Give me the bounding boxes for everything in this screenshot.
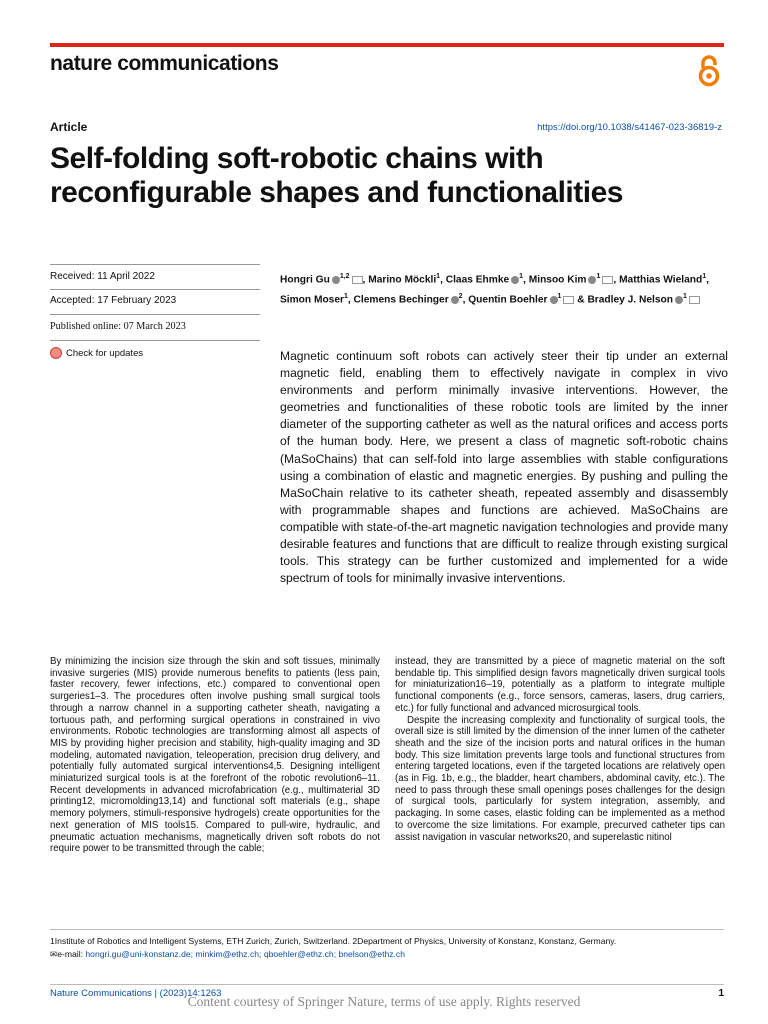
check-for-updates-button[interactable] — [50, 347, 143, 359]
author-name[interactable]: Quentin Boehler — [468, 294, 548, 306]
footnote — [50, 935, 730, 961]
author-name[interactable]: Marino Möckli — [368, 274, 437, 286]
email-icon[interactable] — [689, 296, 700, 304]
divider — [50, 289, 260, 290]
journal-name: nature communications — [50, 52, 279, 75]
affiliation-sup: 2 — [458, 293, 463, 301]
author-name[interactable]: Simon Moser — [280, 294, 344, 306]
page-number: 1 — [718, 988, 724, 999]
email-icon[interactable] — [352, 276, 363, 284]
affiliation-sup: 1 — [519, 273, 524, 280]
affiliation-sup: 1 — [557, 293, 562, 301]
author-list: Hongri Gu $^{1,2}$ , Marino Möckli$^1$, Claas Ehmke $^1$, Minsoo Kim $^1$ , Matthias Wieland$^1$, Simon Moser$^1$, Clemens Bechinger $^2$, Quentin Boehler $^1$ & Bradley J. Nelson $^1$ — [280, 273, 709, 306]
affiliation-sup: 1,2 — [339, 273, 350, 280]
body-column-left — [50, 656, 380, 855]
orcid-icon[interactable] — [550, 296, 558, 304]
orcid-icon[interactable] — [511, 276, 519, 284]
email-icon[interactable] — [602, 276, 613, 284]
open-access-icon — [697, 54, 721, 88]
body-paragraph: Despite the increasing complexity and functionality of surgical tools, the overall size is still limited by the dimension of the inner lumen of the catheter sheath and the size of the incision ports and natural orifices in the human body. This size limitation prevents large tools and functional structures from entering targeted locations, even if the targeted locations are relatively open (as in Fig. 1b, e.g., the bladder, heart chambers, abdominal cavity, etc.). The need to pass through these small openings poses challenges for the design of surgical tools, particularly for system integration, assembly, and packaging. In some cases, elastic folding can be implemented as a method to overcome the size limitations. For example, precurved catheter tips can assist navigation in vascular networks20, and superelastic nitinol — [395, 714, 725, 843]
divider — [50, 340, 260, 341]
body-paragraph: instead, they are transmitted by a piece of magnetic material on the soft bendable tip. This simplified design favors magnetically driven surgical tools for miniaturization16–19, potentially as a platform to integrate multiple functional components (e.g., force sensors, cameras, lasers, drug carriers, etc.) for fully functional and advanced microsurgical tools. — [395, 656, 725, 714]
divider — [50, 314, 260, 315]
email-prefix: e-mail: — [57, 949, 83, 959]
affiliations: 1Institute of Robotics and Intelligent Systems, ETH Zurich, Zurich, Switzerland. 2Department of Physics, University of Konstanz, Konstanz, Germany. — [50, 936, 617, 946]
footer-divider — [50, 984, 724, 985]
footnote-divider — [50, 929, 724, 930]
affiliation-sup: 1 — [343, 293, 348, 301]
email-links[interactable]: hongri.gu@uni-konstanz.de; minkim@ethz.ch; qboehler@ethz.ch; bnelson@ethz.ch — [85, 949, 406, 959]
footer-citation[interactable]: Nature Communications | (2023)14:1263 — [50, 988, 222, 999]
article-title: Self-folding soft-robotic chains with reconfigurable shapes and functionalities — [50, 142, 623, 209]
article-type-label: Article — [50, 120, 88, 134]
body-paragraph: By minimizing the incision size through the skin and soft tissues, minimally invasive surgeries (MIS) provide numerous benefits to patients (less pain, faster recovery, fewer infections, etc.) compared to conventional open surgeries1–3. The procedures often involve pushing small surgical tools through a narrow channel in a supporting catheter sheath, navigating a tortuous path, and performing surgical operations in constrained in vivo environments. Robotic technologies are transforming almost all aspects of MIS by providing higher precision and stability, high-quality imaging and 3D modeling, automated navigation, teleoperation, precision drug delivery, and potentially fully automated surgical interventions4,5. Designing intelligent miniaturized surgical tools is at the forefront of the robotic revolution6–11. Recent developments in advanced microfabrication (e.g., multimaterial 3D printing12, micromolding13,14) and functional soft materials (e.g., shape memory polymers, stimuli-responsive hydrogels) create opportunities for the next generation of MIS tools15. Compared to pull-wire, hydraulic, and pneumatic actuation mechanisms, magnetically driven soft robots do not require power to be transmitted through the cable; — [50, 656, 380, 855]
author-name[interactable]: Bradley J. Nelson — [587, 294, 673, 306]
published-date: Published online: 07 March 2023 — [50, 321, 186, 332]
affiliation-sup: 1 — [436, 273, 441, 280]
divider — [50, 264, 260, 265]
orcid-icon[interactable] — [451, 296, 459, 304]
check-updates-label: Check for updates — [66, 347, 144, 359]
author-name[interactable]: Hongri Gu — [280, 274, 330, 286]
envelope-icon: ✉ — [50, 949, 58, 959]
affiliation-sup: 1 — [682, 293, 687, 301]
affiliation-sup: 1 — [702, 273, 707, 280]
abstract: Magnetic continuum soft robots can actively steer their tip under an external magnetic field, enabling them to effectively navigate in complex in vivo environments and perform minimally invasive interventions. However, the geometries and functionalities of these robotic tools are limited by the inner diameter of the supporting catheter as well as the natural orifices and access ports of the human body. Here, we present a class of magnetic soft-robotic chains (MaSoChains) that can self-fold into large assemblies with stable configurations using a combination of elastic and magnetic energies. By pushing and pulling the MaSoChain relative to its catheter sheath, repeated assembly and disassembly with programmable shapes and functions are achieved. MaSoChains are compatible with state-of-the-art magnetic navigation technologies and provide many desirable features and functions that are difficult to realize through existing surgical tools. This strategy can be further customized and implemented for a wide spectrum of tools for minimally invasive interventions. — [280, 349, 728, 586]
affiliation-sup: 1 — [596, 273, 601, 280]
header-red-bar — [50, 43, 724, 47]
courtesy-watermark: Content courtesy of Springer Nature, terms of use apply. Rights reserved — [187, 994, 581, 1009]
author-name[interactable]: Claas Ehmke — [445, 274, 510, 286]
check-updates-icon — [50, 347, 62, 359]
body-column-right — [395, 656, 725, 843]
received-date: Received: 11 April 2022 — [50, 271, 155, 282]
author-name[interactable]: Matthias Wieland — [619, 274, 703, 286]
orcid-icon[interactable] — [675, 296, 683, 304]
author-name[interactable]: Minsoo Kim — [528, 274, 587, 286]
doi-link[interactable]: https://doi.org/10.1038/s41467-023-36819-z — [537, 122, 722, 133]
accepted-date: Accepted: 17 February 2023 — [50, 295, 177, 306]
email-icon[interactable] — [563, 296, 574, 304]
orcid-icon[interactable] — [332, 276, 340, 284]
author-name[interactable]: Clemens Bechinger — [353, 294, 449, 306]
